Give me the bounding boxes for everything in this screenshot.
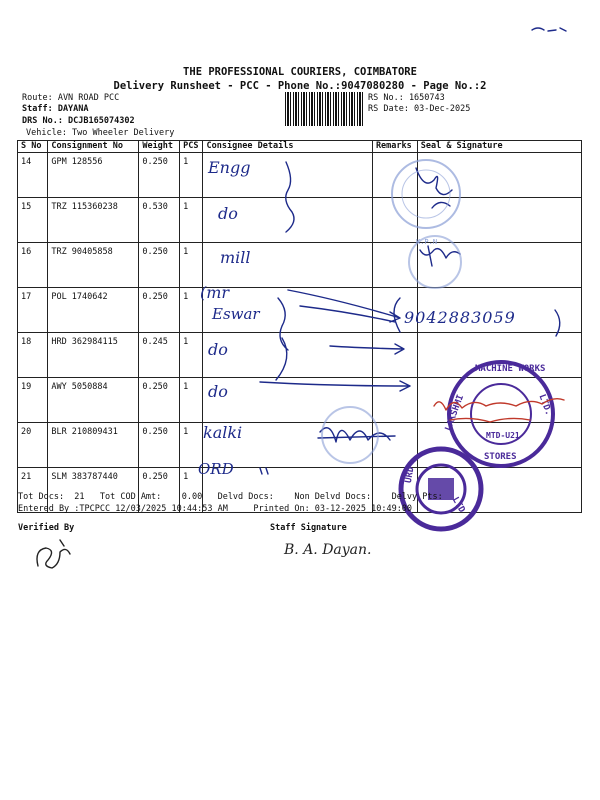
vehicle-label: Vehicle: Two Wheeler Delivery (26, 128, 175, 138)
col-weight: Weight (139, 141, 180, 153)
col-remarks: Remarks (372, 141, 417, 153)
cell-pcs: 1 (180, 333, 203, 378)
cell-consignment: TRZ 90405858 (48, 243, 139, 288)
stamp-right-text: LTD. (536, 393, 554, 417)
kp-stamp-text: K.P.N (416, 238, 438, 246)
urd-text: URD (403, 466, 417, 484)
cell-consignment: BLR 210809431 (48, 423, 139, 468)
kp-stamp (386, 154, 466, 234)
cell-weight: 0.250 (139, 153, 180, 198)
cell-pcs: 1 (180, 243, 203, 288)
cell-weight: 0.245 (139, 333, 180, 378)
route-label: Route: AVN ROAD PCC (22, 93, 120, 103)
cell-sno: 15 (18, 198, 48, 243)
cell-sno: 16 (18, 243, 48, 288)
corner-scribble (530, 22, 570, 36)
cell-consignment: POL 1740642 (48, 288, 139, 333)
cell-pcs: 1 (180, 198, 203, 243)
hw-row19: do (208, 382, 228, 401)
cell-sno: 21 (18, 468, 48, 513)
entered-line: Entered By :TPCPCC 12/03/2025 10:44:53 AM Printed On: 03-12-2025 10:49:00 (18, 504, 413, 514)
faint-stamp-row20 (318, 398, 382, 472)
cell-sno: 18 (18, 333, 48, 378)
hw-row21: ORD (198, 460, 234, 478)
rs-date: RS Date: 03-Dec-2025 (368, 104, 471, 114)
cell-sno: 19 (18, 378, 48, 423)
company-title: THE PROFESSIONAL COURIERS, COIMBATORE (183, 66, 417, 78)
hw-row15: do (218, 204, 238, 223)
hw-row17a: (mr (200, 283, 230, 302)
cell-pcs: 1 (180, 423, 203, 468)
col-sno: S No (18, 141, 48, 153)
verified-label: Verified By (18, 523, 75, 533)
cell-weight: 0.250 (139, 288, 180, 333)
staff-signature-label: Staff Signature (270, 523, 347, 533)
red-signature (430, 386, 570, 432)
col-pcs: PCS (180, 141, 203, 153)
col-consignment: Consignment No (48, 141, 139, 153)
cell-sno: 20 (18, 423, 48, 468)
drs-label: DRS No.: DCJB165074302 (22, 116, 135, 126)
cell-consignment: HRD 362984115 (48, 333, 139, 378)
col-seal: Seal & Signature (417, 141, 581, 153)
cell-consignment: AWY 5050884 (48, 378, 139, 423)
runsheet-subtitle: Delivery Runsheet - PCC - Phone No.:9047080280 - Page No.:2 (113, 80, 487, 92)
urd-stamp (398, 446, 484, 532)
cell-pcs: 1 (180, 468, 203, 513)
verified-signature (30, 536, 80, 576)
hw-row20: kalki (203, 423, 243, 442)
summary-line: Tot Docs: 21 Tot COD Amt: 0.00 Delvd Docs: Non Delvd Docs: Delvy Pts: (18, 492, 443, 502)
stamp-bottom-text: STORES (484, 452, 517, 462)
cell-pcs: 1 (180, 153, 203, 198)
rs-number: RS No.: 1650743 (368, 93, 445, 103)
cell-weight: 0.250 (139, 468, 180, 513)
stamp-center-text: MTD-U21 (486, 431, 520, 440)
urd-bottom-text: LTD (449, 495, 467, 515)
cell-consignment: TRZ 115360238 (48, 198, 139, 243)
staff-label: Staff: DAYANA (22, 104, 89, 114)
hw-row17b: Eswar (212, 305, 260, 323)
hw-row14: Engg (208, 158, 251, 177)
hw-row18: do (208, 340, 228, 359)
staff-signature-hw: B. A. Dayan. (284, 542, 372, 558)
cell-weight: 0.250 (139, 243, 180, 288)
cell-sno: 14 (18, 153, 48, 198)
col-details: Consignee Details (203, 141, 372, 153)
cell-weight: 0.530 (139, 198, 180, 243)
stamp-left-text: LAKSHMI (443, 393, 467, 433)
cell-consignment: SLM 383787440 (48, 468, 139, 513)
hw-row16: mill (220, 248, 251, 267)
cell-sno: 17 (18, 288, 48, 333)
cell-pcs: 1 (180, 288, 203, 333)
cell-weight: 0.250 (139, 423, 180, 468)
hw-phone: 9042883059 (404, 308, 516, 327)
barcode (285, 92, 365, 126)
cell-weight: 0.250 (139, 378, 180, 423)
cell-pcs: 1 (180, 378, 203, 423)
stamp-top-text: MACHINE WORKS (475, 364, 546, 374)
cell-consignment: GPM 128556 (48, 153, 139, 198)
